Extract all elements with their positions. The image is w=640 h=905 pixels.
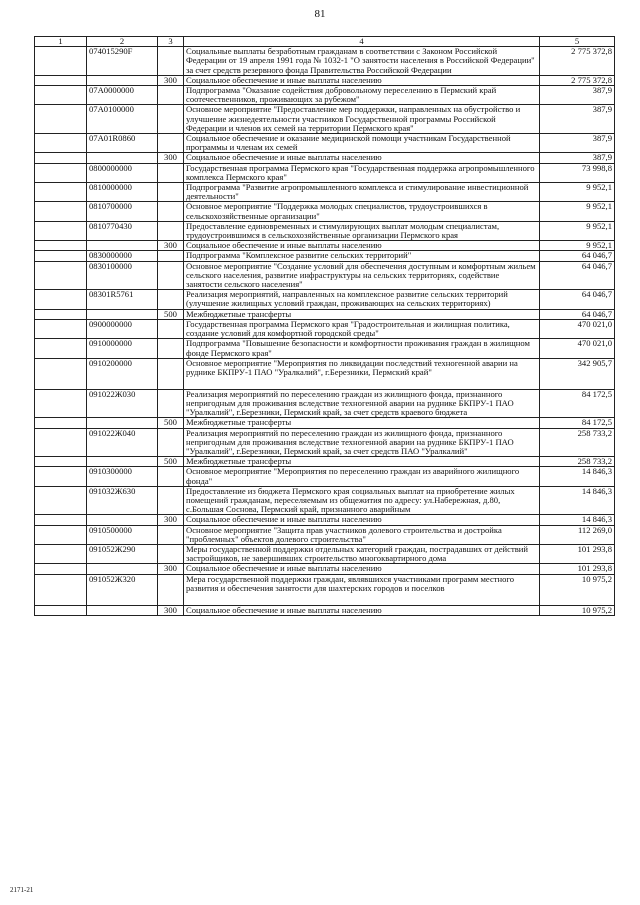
cell-col-1 bbox=[35, 574, 87, 605]
cell-name: Государственная программа Пермского края "Государственная поддержка агропромышленного комплекса Пермского края" bbox=[184, 163, 540, 182]
cell-code: 0900000000 bbox=[87, 319, 158, 338]
cell-expense-type: 500 bbox=[158, 457, 184, 467]
cell-name: Основное мероприятие "Защита прав участников долевого строительства и достройка "проблемных" объектов долевого строительства" bbox=[184, 525, 540, 544]
cell-name: Реализация мероприятий, направленных на комплексное развитие сельских территорий (улучшение жилищных условий граждан, проживающих на сельских территориях) bbox=[184, 290, 540, 309]
cell-amount: 101 293,8 bbox=[540, 564, 615, 574]
cell-col-1 bbox=[35, 153, 87, 163]
cell-col-1 bbox=[35, 261, 87, 290]
cell-col-1 bbox=[35, 241, 87, 251]
cell-expense-type bbox=[158, 574, 184, 605]
cell-amount: 64 046,7 bbox=[540, 261, 615, 290]
table-row bbox=[35, 75, 615, 85]
cell-col-1 bbox=[35, 467, 87, 486]
footer-code: 2171-21 bbox=[10, 886, 34, 894]
cell-amount: 64 046,7 bbox=[540, 290, 615, 309]
table-row bbox=[35, 358, 615, 389]
cell-amount: 84 172,5 bbox=[540, 389, 615, 418]
cell-amount: 10 975,2 bbox=[540, 574, 615, 605]
cell-col-1 bbox=[35, 290, 87, 309]
cell-col-1 bbox=[35, 319, 87, 338]
cell-col-1 bbox=[35, 183, 87, 202]
cell-amount: 64 046,7 bbox=[540, 309, 615, 319]
cell-name: Основное мероприятие "Предоставление мер поддержки, направленных на обустройство и улучшение жизнедеятельности участников Государственной программы Российской Федерации и членов их семей на территории Пермского края" bbox=[184, 105, 540, 134]
cell-name: Меры государственной поддержки отдельных категорий граждан, пострадавших от действий застройщиков, не завершивших строительство многоквартирного дома bbox=[184, 544, 540, 563]
cell-amount: 10 975,2 bbox=[540, 605, 615, 615]
table-row bbox=[35, 418, 615, 428]
cell-code: 07А0100000 bbox=[87, 105, 158, 134]
table-row bbox=[35, 183, 615, 202]
table-row bbox=[35, 241, 615, 251]
cell-expense-type: 300 bbox=[158, 605, 184, 615]
cell-col-1 bbox=[35, 525, 87, 544]
cell-expense-type: 300 bbox=[158, 241, 184, 251]
table-body bbox=[35, 47, 615, 616]
cell-expense-type: 300 bbox=[158, 515, 184, 525]
header-col-5: 5 bbox=[540, 37, 615, 47]
cell-col-1 bbox=[35, 134, 87, 153]
cell-amount: 84 172,5 bbox=[540, 418, 615, 428]
cell-expense-type bbox=[158, 251, 184, 261]
cell-col-1 bbox=[35, 418, 87, 428]
cell-code: 091022Ж030 bbox=[87, 389, 158, 418]
table-row bbox=[35, 163, 615, 182]
cell-amount: 387,9 bbox=[540, 105, 615, 134]
cell-amount: 387,9 bbox=[540, 86, 615, 105]
cell-code: 0800000000 bbox=[87, 163, 158, 182]
cell-expense-type bbox=[158, 290, 184, 309]
cell-amount: 2 775 372,8 bbox=[540, 75, 615, 85]
cell-col-1 bbox=[35, 358, 87, 389]
budget-table bbox=[34, 36, 615, 616]
cell-amount: 387,9 bbox=[540, 134, 615, 153]
cell-amount: 9 952,1 bbox=[540, 202, 615, 221]
cell-col-1 bbox=[35, 75, 87, 85]
cell-amount: 2 775 372,8 bbox=[540, 47, 615, 76]
cell-name: Основное мероприятие "Мероприятия по переселению граждан из аварийного жилищного фонда" bbox=[184, 467, 540, 486]
header-col-1: 1 bbox=[35, 37, 87, 47]
table-row bbox=[35, 574, 615, 605]
cell-name: Межбюджетные трансферты bbox=[184, 309, 540, 319]
cell-amount: 9 952,1 bbox=[540, 221, 615, 240]
table-row bbox=[35, 221, 615, 240]
cell-name: Реализация мероприятий по переселению граждан из жилищного фонда, признанного непригодным для проживания вследствие техногенной аварии на руднике БКПРУ-1 ПАО "Уралкалий", г.Березники, Пермский край, за счет средств ПАО "Уралкалий" bbox=[184, 428, 540, 457]
table-row bbox=[35, 544, 615, 563]
cell-name: Подпрограмма "Комплексное развитие сельских территорий" bbox=[184, 251, 540, 261]
cell-code: 0910000000 bbox=[87, 339, 158, 358]
cell-expense-type bbox=[158, 163, 184, 182]
cell-expense-type bbox=[158, 486, 184, 515]
cell-amount: 9 952,1 bbox=[540, 241, 615, 251]
page-number: 81 bbox=[314, 8, 326, 20]
cell-code: 07А01R0860 bbox=[87, 134, 158, 153]
cell-expense-type: 300 bbox=[158, 75, 184, 85]
header-col-3: 3 bbox=[158, 37, 184, 47]
cell-col-1 bbox=[35, 86, 87, 105]
cell-amount: 112 269,0 bbox=[540, 525, 615, 544]
header-col-4: 4 bbox=[184, 37, 540, 47]
cell-col-1 bbox=[35, 564, 87, 574]
cell-name: Социальное обеспечение и иные выплаты населению bbox=[184, 75, 540, 85]
cell-code: 091032Ж630 bbox=[87, 486, 158, 515]
table-row bbox=[35, 515, 615, 525]
table-row bbox=[35, 457, 615, 467]
cell-expense-type: 300 bbox=[158, 564, 184, 574]
cell-code bbox=[87, 515, 158, 525]
cell-expense-type bbox=[158, 86, 184, 105]
cell-col-1 bbox=[35, 428, 87, 457]
cell-col-1 bbox=[35, 309, 87, 319]
table-row bbox=[35, 564, 615, 574]
cell-col-1 bbox=[35, 544, 87, 563]
cell-code bbox=[87, 418, 158, 428]
cell-code: 0910500000 bbox=[87, 525, 158, 544]
cell-name: Социальные выплаты безработным гражданам в соответствии с Законом Российской Федерации от 19 апреля 1991 года № 1032-1 "О занятости населения в Российской Федерации" за счет средств резервного фонда Правительства Российской Федерации bbox=[184, 47, 540, 76]
cell-name: Социальное обеспечение и иные выплаты населению bbox=[184, 241, 540, 251]
table-row bbox=[35, 134, 615, 153]
cell-expense-type bbox=[158, 339, 184, 358]
table-row bbox=[35, 153, 615, 163]
cell-expense-type bbox=[158, 319, 184, 338]
cell-expense-type bbox=[158, 261, 184, 290]
cell-name: Межбюджетные трансферты bbox=[184, 457, 540, 467]
table-row bbox=[35, 290, 615, 309]
cell-expense-type bbox=[158, 389, 184, 418]
cell-name: Социальное обеспечение и иные выплаты населению bbox=[184, 564, 540, 574]
cell-code: 07А0000000 bbox=[87, 86, 158, 105]
table-row bbox=[35, 525, 615, 544]
cell-code bbox=[87, 564, 158, 574]
cell-expense-type bbox=[158, 134, 184, 153]
cell-code: 074015290F bbox=[87, 47, 158, 76]
cell-amount: 258 733,2 bbox=[540, 457, 615, 467]
cell-code: 0810000000 bbox=[87, 183, 158, 202]
cell-code bbox=[87, 75, 158, 85]
table-row bbox=[35, 467, 615, 486]
cell-col-1 bbox=[35, 605, 87, 615]
cell-col-1 bbox=[35, 163, 87, 182]
cell-name: Мера государственной поддержки граждан, являвшихся участниками программ местного развития и обеспечения занятости для шахтерских городов и поселков bbox=[184, 574, 540, 605]
table-row bbox=[35, 319, 615, 338]
table-row bbox=[35, 486, 615, 515]
cell-col-1 bbox=[35, 515, 87, 525]
cell-col-1 bbox=[35, 486, 87, 515]
table-row bbox=[35, 202, 615, 221]
cell-amount: 101 293,8 bbox=[540, 544, 615, 563]
cell-amount: 470 021,0 bbox=[540, 319, 615, 338]
cell-col-1 bbox=[35, 47, 87, 76]
cell-expense-type bbox=[158, 467, 184, 486]
cell-expense-type bbox=[158, 183, 184, 202]
cell-name: Основное мероприятие "Мероприятия по ликвидации последствий техногенной аварии на руднике БКПРУ-1 ПАО "Уралкалий", г.Березники, Пермский край" bbox=[184, 358, 540, 389]
cell-amount: 342 905,7 bbox=[540, 358, 615, 389]
cell-expense-type: 500 bbox=[158, 309, 184, 319]
cell-name: Подпрограмма "Развитие агропромышленного комплекса и стимулирование инвестиционной деятельности" bbox=[184, 183, 540, 202]
cell-name: Государственная программа Пермского края "Градостроительная и жилищная политика, создание условий для комфортной городской среды" bbox=[184, 319, 540, 338]
cell-name: Социальное обеспечение и иные выплаты населению bbox=[184, 153, 540, 163]
cell-name: Социальное обеспечение и иные выплаты населению bbox=[184, 515, 540, 525]
cell-code: 0910300000 bbox=[87, 467, 158, 486]
cell-expense-type bbox=[158, 47, 184, 76]
cell-name: Подпрограмма "Повышение безопасности и комфортности проживания граждан в жилищном фонде Пермского края" bbox=[184, 339, 540, 358]
table-row bbox=[35, 605, 615, 615]
cell-name: Предоставление единовременных и стимулирующих выплат молодым специалистам, трудоустроившимся в сельскохозяйственные организации Пермского края bbox=[184, 221, 540, 240]
cell-amount: 14 846,3 bbox=[540, 515, 615, 525]
cell-col-1 bbox=[35, 105, 87, 134]
cell-name: Основное мероприятие "Создание условий для обеспечения доступным и комфортным жильем сельского населения, развитие инфраструктуры на сельских территориях, содействие занятости сельского населения" bbox=[184, 261, 540, 290]
cell-expense-type bbox=[158, 105, 184, 134]
cell-amount: 387,9 bbox=[540, 153, 615, 163]
cell-expense-type bbox=[158, 428, 184, 457]
cell-expense-type: 300 bbox=[158, 153, 184, 163]
cell-code: 0810770430 bbox=[87, 221, 158, 240]
table-row bbox=[35, 251, 615, 261]
cell-amount: 470 021,0 bbox=[540, 339, 615, 358]
cell-code: 0830100000 bbox=[87, 261, 158, 290]
table-row bbox=[35, 428, 615, 457]
table-row bbox=[35, 309, 615, 319]
cell-code: 0810700000 bbox=[87, 202, 158, 221]
cell-amount: 73 998,8 bbox=[540, 163, 615, 182]
table-row bbox=[35, 86, 615, 105]
cell-code: 0910200000 bbox=[87, 358, 158, 389]
cell-code: 091022Ж040 bbox=[87, 428, 158, 457]
cell-code bbox=[87, 241, 158, 251]
cell-expense-type bbox=[158, 358, 184, 389]
cell-col-1 bbox=[35, 457, 87, 467]
cell-col-1 bbox=[35, 389, 87, 418]
table-row bbox=[35, 261, 615, 290]
cell-code: 091052Ж320 bbox=[87, 574, 158, 605]
cell-amount: 14 846,3 bbox=[540, 486, 615, 515]
cell-name: Социальное обеспечение и оказание медицинской помощи участникам Государственной программы и членам их семей bbox=[184, 134, 540, 153]
cell-col-1 bbox=[35, 251, 87, 261]
cell-amount: 258 733,2 bbox=[540, 428, 615, 457]
header-col-2: 2 bbox=[87, 37, 158, 47]
cell-code: 08301R5761 bbox=[87, 290, 158, 309]
cell-expense-type bbox=[158, 525, 184, 544]
table-row bbox=[35, 339, 615, 358]
cell-name: Основное мероприятие "Поддержка молодых специалистов, трудоустроившихся в сельскохозяйственные организации" bbox=[184, 202, 540, 221]
cell-name: Предоставление из бюджета Пермского края социальных выплат на приобретение жилых помещений гражданам, переселяемым из общежития по адресу: ул.Набережная, д.80, с.Большая Соснова, Пермский край, признанного аварийным bbox=[184, 486, 540, 515]
cell-name: Подпрограмма "Оказание содействия добровольному переселению в Пермский край соотечественников, проживающих за рубежом" bbox=[184, 86, 540, 105]
cell-amount: 64 046,7 bbox=[540, 251, 615, 261]
cell-col-1 bbox=[35, 202, 87, 221]
cell-code: 091052Ж290 bbox=[87, 544, 158, 563]
cell-expense-type bbox=[158, 221, 184, 240]
cell-col-1 bbox=[35, 221, 87, 240]
cell-code bbox=[87, 153, 158, 163]
cell-amount: 14 846,3 bbox=[540, 467, 615, 486]
cell-name: Социальное обеспечение и иные выплаты населению bbox=[184, 605, 540, 615]
table-row bbox=[35, 47, 615, 76]
cell-expense-type bbox=[158, 202, 184, 221]
cell-code bbox=[87, 605, 158, 615]
cell-col-1 bbox=[35, 339, 87, 358]
table-row bbox=[35, 389, 615, 418]
cell-amount: 9 952,1 bbox=[540, 183, 615, 202]
cell-code bbox=[87, 309, 158, 319]
cell-name: Реализация мероприятий по переселению граждан из жилищного фонда, признанного непригодным для проживания вследствие техногенной аварии на руднике БКПРУ-1 ПАО "Уралкалий", г.Березники, Пермский край, за счет средств краевого бюджета bbox=[184, 389, 540, 418]
table-row bbox=[35, 105, 615, 134]
cell-expense-type: 500 bbox=[158, 418, 184, 428]
cell-expense-type bbox=[158, 544, 184, 563]
header-row bbox=[35, 37, 615, 47]
cell-code: 0830000000 bbox=[87, 251, 158, 261]
cell-name: Межбюджетные трансферты bbox=[184, 418, 540, 428]
cell-code bbox=[87, 457, 158, 467]
